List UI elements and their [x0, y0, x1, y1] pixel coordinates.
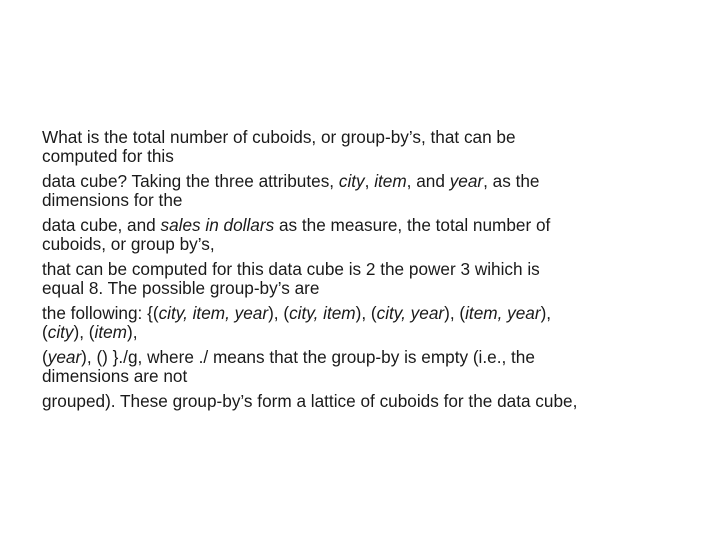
text-run: , and	[406, 171, 450, 191]
text-run: grouped). These group-by’s form a lattice of cuboids for the data cube,	[42, 391, 578, 411]
text-run: data cube, and	[42, 215, 161, 235]
text-line-9	[42, 304, 692, 323]
text-run: ),	[540, 303, 552, 323]
text-run: the following: {(	[42, 303, 159, 323]
italic-term-item: item	[374, 171, 407, 191]
italic-term-sales: sales in dollars	[160, 215, 275, 235]
text-run: equal 8. The possible group-by’s are	[42, 278, 320, 298]
text-run: (	[42, 322, 48, 342]
italic-group-by: city	[47, 322, 74, 342]
text-run: , as the	[483, 171, 540, 191]
text-run: ), (	[355, 303, 377, 323]
text-run: ), (	[444, 303, 466, 323]
text-line-10	[42, 323, 692, 342]
body-text	[42, 128, 692, 411]
text-line-3	[42, 172, 692, 191]
text-line-11	[42, 348, 692, 367]
text-line-2	[42, 147, 692, 166]
text-line-8	[42, 279, 692, 298]
text-run: cuboids, or group by’s,	[42, 234, 215, 254]
italic-term-year: year	[449, 171, 484, 191]
text-line-12	[42, 367, 692, 386]
text-run: that can be computed for this data cube is 2 the power 3 wihich is	[42, 259, 540, 279]
text-line-1	[42, 128, 692, 147]
text-run: ), () }./g, where ./ means that the group-by is empty (i.e., the	[81, 347, 535, 367]
italic-group-by: item, year	[465, 303, 541, 323]
text-run: as the measure, the total number of	[274, 215, 551, 235]
text-line-5	[42, 216, 692, 235]
italic-group-by: year	[47, 347, 82, 367]
text-run: What is the total number of cuboids, or group-by’s, that can be	[42, 127, 516, 147]
text-run: ), (	[73, 322, 95, 342]
text-run: data cube? Taking the three attributes,	[42, 171, 339, 191]
text-run: ), (	[268, 303, 290, 323]
italic-group-by: item	[94, 322, 127, 342]
italic-group-by: city, item, year	[158, 303, 269, 323]
text-line-7	[42, 260, 692, 279]
text-line-4	[42, 191, 692, 210]
text-run: ,	[364, 171, 375, 191]
text-line-13	[42, 392, 692, 411]
text-run: ),	[127, 322, 138, 342]
text-run: dimensions are not	[42, 366, 188, 386]
text-run: computed for this	[42, 146, 174, 166]
italic-group-by: city, year	[376, 303, 445, 323]
italic-term-city: city	[338, 171, 365, 191]
text-line-6	[42, 235, 692, 254]
italic-group-by: city, item	[289, 303, 356, 323]
text-run: (	[42, 347, 48, 367]
text-run: dimensions for the	[42, 190, 183, 210]
